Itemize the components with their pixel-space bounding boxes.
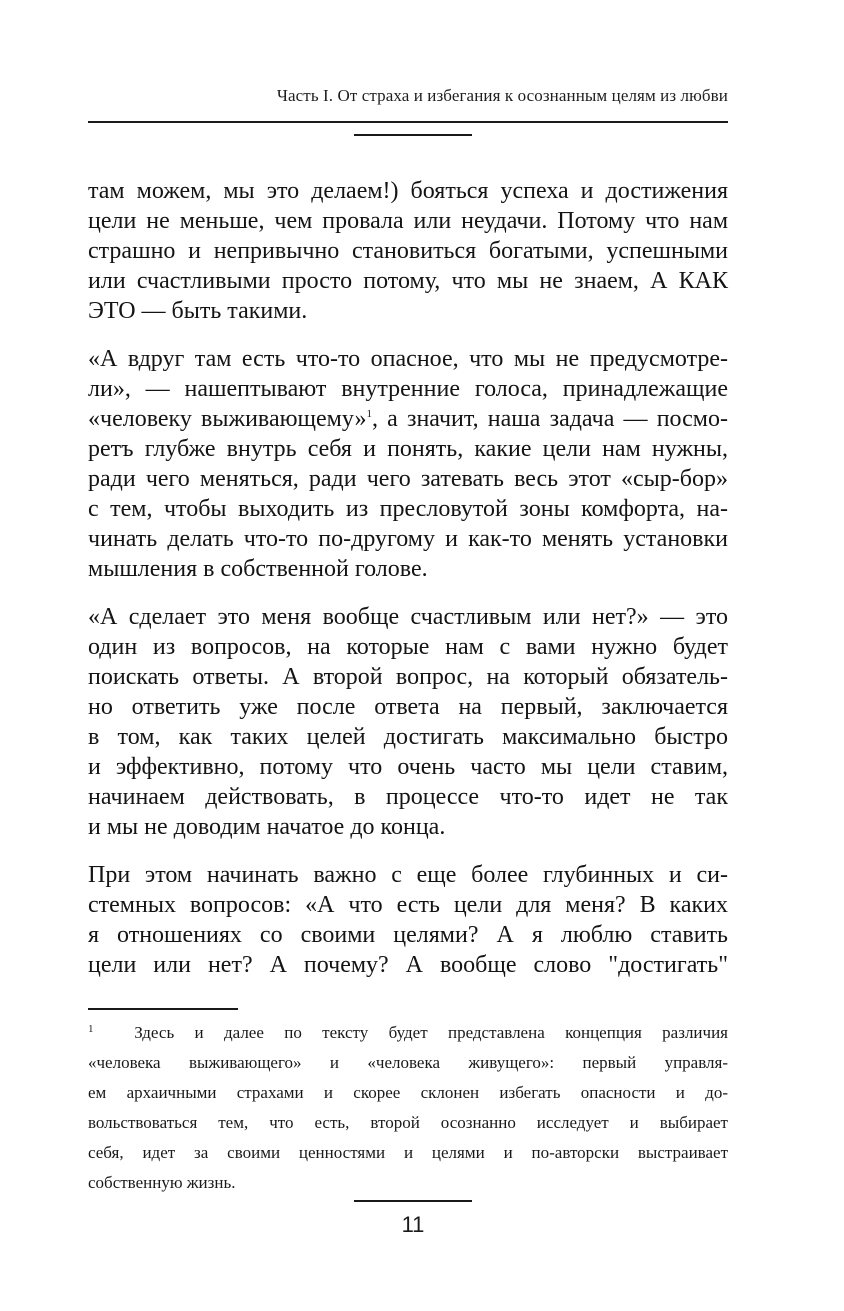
text-line: ли», — нашептывают внутренние голоса, принадлежащие [88, 376, 728, 402]
paragraph-2 [88, 344, 728, 584]
text-line: При этом начинать важно с еще более глубинных и си- [88, 862, 728, 888]
text-line: поискать ответы. А второй вопрос, на который обязатель- [88, 664, 728, 690]
running-header: Часть I. От страха и избегания к осознанным целям из любви [276, 86, 728, 105]
text-line: я отношениях со своими целями? А я люблю ставить [88, 922, 728, 948]
text-fragment: «человеку выживающему» [88, 406, 367, 432]
header-rule [88, 121, 728, 123]
text-line: и эффективно, потому что очень часто мы цели ставим, [88, 754, 728, 780]
text-line: стемных вопросов: «А что есть цели для меня? В каких [88, 892, 728, 918]
text-line: цели или нет? А почему? А вообще слово "достигать" [88, 952, 728, 978]
footnote-line: собственную жизнь. [88, 1173, 236, 1192]
text-line: ретъ глубже внутрь себя и понять, какие цели нам нужны, [88, 436, 728, 462]
text-line: или счастливыми просто потому, что мы не знаем, А КАК [88, 268, 728, 294]
footnote [88, 1021, 728, 1201]
text-line: и мы не доводим начатое до конца. [88, 814, 446, 840]
text-line: ради чего меняться, ради чего затевать весь этот «сыр-бор» [88, 466, 728, 492]
text-line: «А сделает это меня вообще счастливым или нет?» — это [88, 604, 728, 630]
text-line: один из вопросов, на которые нам с вами нужно будет [88, 634, 728, 660]
footnote-line: себя, идет за своими ценностями и целями и по-авторски выстраивает [88, 1143, 728, 1162]
footnote-reference[interactable]: 1 [366, 408, 372, 420]
footnote-line: «человека выживающего» и «человека живущего»: первый управля- [88, 1053, 728, 1072]
text-line: мышления в собственной голове. [88, 556, 428, 582]
text-line: с тем, чтобы выходить из пресловутой зоны комфорта, на- [88, 496, 728, 522]
paragraph-4 [88, 860, 728, 980]
footer-rule [354, 1200, 472, 1202]
text-line: начинаем действовать, в процессе что-то идет не так [88, 784, 728, 810]
text-fragment: , а значит, наша задача — посмо- [371, 406, 728, 432]
text-line-with-footnote [88, 404, 728, 434]
text-line: но ответить уже после ответа на первый, заключается [88, 694, 728, 720]
page-number: 11 [401, 1212, 425, 1237]
body-text [88, 176, 728, 998]
text-line: «А вдруг там есть что-то опасное, что мы не предусмотре- [88, 346, 728, 372]
footnote-number: 1 [88, 1023, 94, 1035]
text-line: там можем, мы это делаем!) бояться успеха и достижения [88, 178, 728, 204]
footnote-line [88, 1021, 728, 1051]
footnote-line: ем архаичными страхами и скорее склонен избегать опасности и до- [88, 1083, 728, 1102]
footnote-line: вольствоваться тем, что есть, второй осознанно исследует и выбирает [88, 1113, 728, 1132]
header-short-rule [354, 134, 472, 136]
text-line: чинать делать что-то по-другому и как-то менять установки [88, 526, 728, 552]
text-line: цели не меньше, чем провала или неудачи. Потому что нам [88, 208, 728, 234]
text-line: ЭТО — быть такими. [88, 298, 308, 324]
paragraph-1 [88, 176, 728, 326]
text-line: в том, как таких целей достигать максимально быстро [88, 724, 728, 750]
text-fragment: Здесь и далее по тексту будет представлена концепция различия [134, 1023, 728, 1042]
paragraph-3 [88, 602, 728, 842]
footnote-rule [88, 1008, 238, 1010]
text-line: страшно и непривычно становиться богатыми, успешными [88, 238, 728, 264]
